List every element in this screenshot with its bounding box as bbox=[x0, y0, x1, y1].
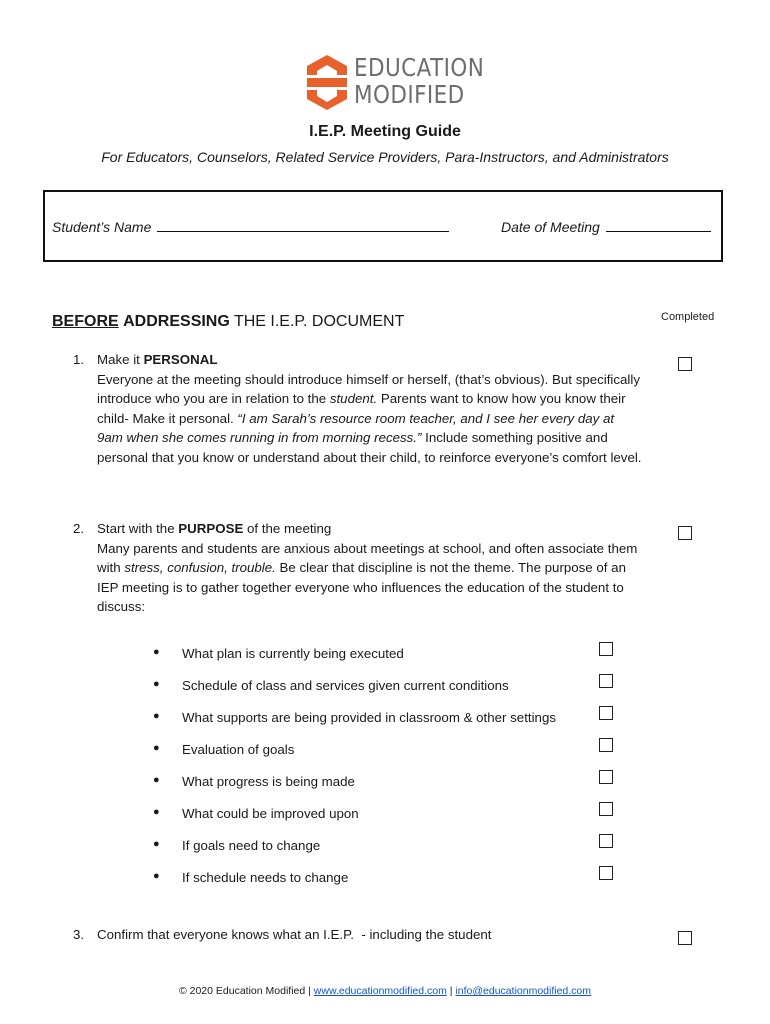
item-3-completed-checkbox[interactable] bbox=[678, 931, 692, 945]
sub-item-text: What progress is being made bbox=[182, 774, 355, 789]
logo-mark-icon bbox=[303, 53, 351, 111]
date-of-meeting-field[interactable] bbox=[501, 219, 711, 235]
bullet-dot: ● bbox=[153, 838, 160, 850]
student-name-label: Student’s Name bbox=[52, 219, 152, 235]
item-description bbox=[97, 539, 643, 617]
item-1-completed-checkbox[interactable] bbox=[678, 357, 692, 371]
item-heading: Confirm that everyone knows what an I.E.P. - including the student bbox=[97, 927, 492, 942]
date-of-meeting-blank[interactable] bbox=[606, 219, 711, 232]
bullet-dot: ● bbox=[153, 742, 160, 754]
guide-item-1 bbox=[73, 350, 643, 468]
page-footer bbox=[0, 985, 770, 997]
item-heading bbox=[97, 350, 643, 370]
item-text: Everyone at the meeting should introduce himself or herself, (that’s obvious). But specifically introduce who you are in relation to the bbox=[97, 371, 640, 407]
sub-item-text: Schedule of class and services given current conditions bbox=[182, 678, 509, 693]
item-text-italic: student. bbox=[329, 391, 378, 407]
item-lead-bold: PURPOSE bbox=[178, 521, 244, 536]
section-heading-addressing: ADDRESSING bbox=[123, 313, 230, 330]
date-of-meeting-label: Date of Meeting bbox=[501, 219, 600, 235]
sub-item-checkbox[interactable] bbox=[599, 866, 613, 880]
item-quote: “I am Sarah’s resource room teacher, and I see her every day at 9am when she comes running in from morning recess.” bbox=[97, 410, 615, 446]
guide-item-3 bbox=[73, 925, 643, 945]
item-2-completed-checkbox[interactable] bbox=[678, 526, 692, 540]
item-number: 1. bbox=[73, 352, 85, 367]
sub-item-text: If schedule needs to change bbox=[182, 870, 349, 885]
document-title: I.E.P. Meeting Guide bbox=[309, 123, 461, 140]
section-heading-before: BEFORE bbox=[52, 313, 119, 330]
sub-item-text: Evaluation of goals bbox=[182, 742, 295, 757]
document-subtitle: For Educators, Counselors, Related Service Providers, Para-Instructors, and Administrators bbox=[101, 149, 669, 165]
section-heading bbox=[52, 313, 404, 331]
footer-website-link[interactable]: www.educationmodified.com bbox=[313, 985, 447, 997]
sub-item-text: What could be improved upon bbox=[182, 806, 359, 821]
item-lead: Make it bbox=[97, 352, 144, 367]
footer-email-link[interactable]: info@educationmodified.com bbox=[455, 985, 592, 997]
footer-copyright: © 2020 Education Modified bbox=[178, 985, 306, 997]
item-description bbox=[97, 370, 643, 468]
bullet-dot: ● bbox=[153, 710, 160, 722]
bullet-dot: ● bbox=[153, 678, 160, 690]
item-lead: Start with the bbox=[97, 521, 179, 536]
item-heading bbox=[97, 519, 643, 539]
sub-item-text: What supports are being provided in classroom & other settings bbox=[182, 710, 556, 725]
item-lead-after: of the meeting bbox=[243, 521, 332, 536]
sub-item-checkbox[interactable] bbox=[599, 834, 613, 848]
logo-line-1: EDUCATION bbox=[354, 53, 485, 82]
sub-item-checkbox[interactable] bbox=[599, 770, 613, 784]
item-text-italic: stress, confusion, trouble. bbox=[124, 560, 276, 576]
item-lead-bold: PERSONAL bbox=[143, 352, 218, 367]
item-text: Be clear that discipline is not the theme. The purpose of an IEP meeting is to gather together everyone who influences the education of the student to discuss: bbox=[97, 560, 626, 615]
sub-item-checkbox[interactable] bbox=[599, 642, 613, 656]
item-text: Parents want to know how you know their child- Make it personal. bbox=[97, 391, 626, 426]
sub-item-text: What plan is currently being executed bbox=[182, 646, 404, 661]
student-name-blank[interactable] bbox=[157, 219, 449, 232]
logo-line-2: MODIFIED bbox=[354, 80, 465, 109]
sub-item-checkbox[interactable] bbox=[599, 674, 613, 688]
bullet-dot: ● bbox=[153, 646, 160, 658]
logo-wordmark bbox=[354, 54, 484, 108]
footer-separator: | bbox=[308, 985, 311, 997]
item-text: Many parents and students are anxious about meetings at school, and often associate them with bbox=[97, 540, 638, 576]
student-name-field[interactable] bbox=[52, 219, 449, 235]
sub-item-checkbox[interactable] bbox=[599, 738, 613, 752]
completed-column-label: Completed bbox=[661, 311, 715, 323]
student-info-box bbox=[43, 190, 723, 262]
section-heading-rest: THE I.E.P. DOCUMENT bbox=[233, 313, 405, 330]
item-number: 3. bbox=[73, 927, 85, 942]
guide-item-2 bbox=[73, 519, 643, 617]
item-text: Include something positive and personal that you know or understand about their child, to reinforce everyone’s comfort level. bbox=[97, 430, 642, 465]
sub-item-checkbox[interactable] bbox=[599, 706, 613, 720]
bullet-dot: ● bbox=[153, 774, 160, 786]
footer-separator: | bbox=[449, 985, 453, 997]
sub-item-text: If goals need to change bbox=[182, 838, 321, 853]
bullet-dot: ● bbox=[153, 870, 160, 882]
bullet-dot: ● bbox=[153, 806, 160, 818]
item-number: 2. bbox=[73, 521, 85, 536]
sub-item-checkbox[interactable] bbox=[599, 802, 613, 816]
